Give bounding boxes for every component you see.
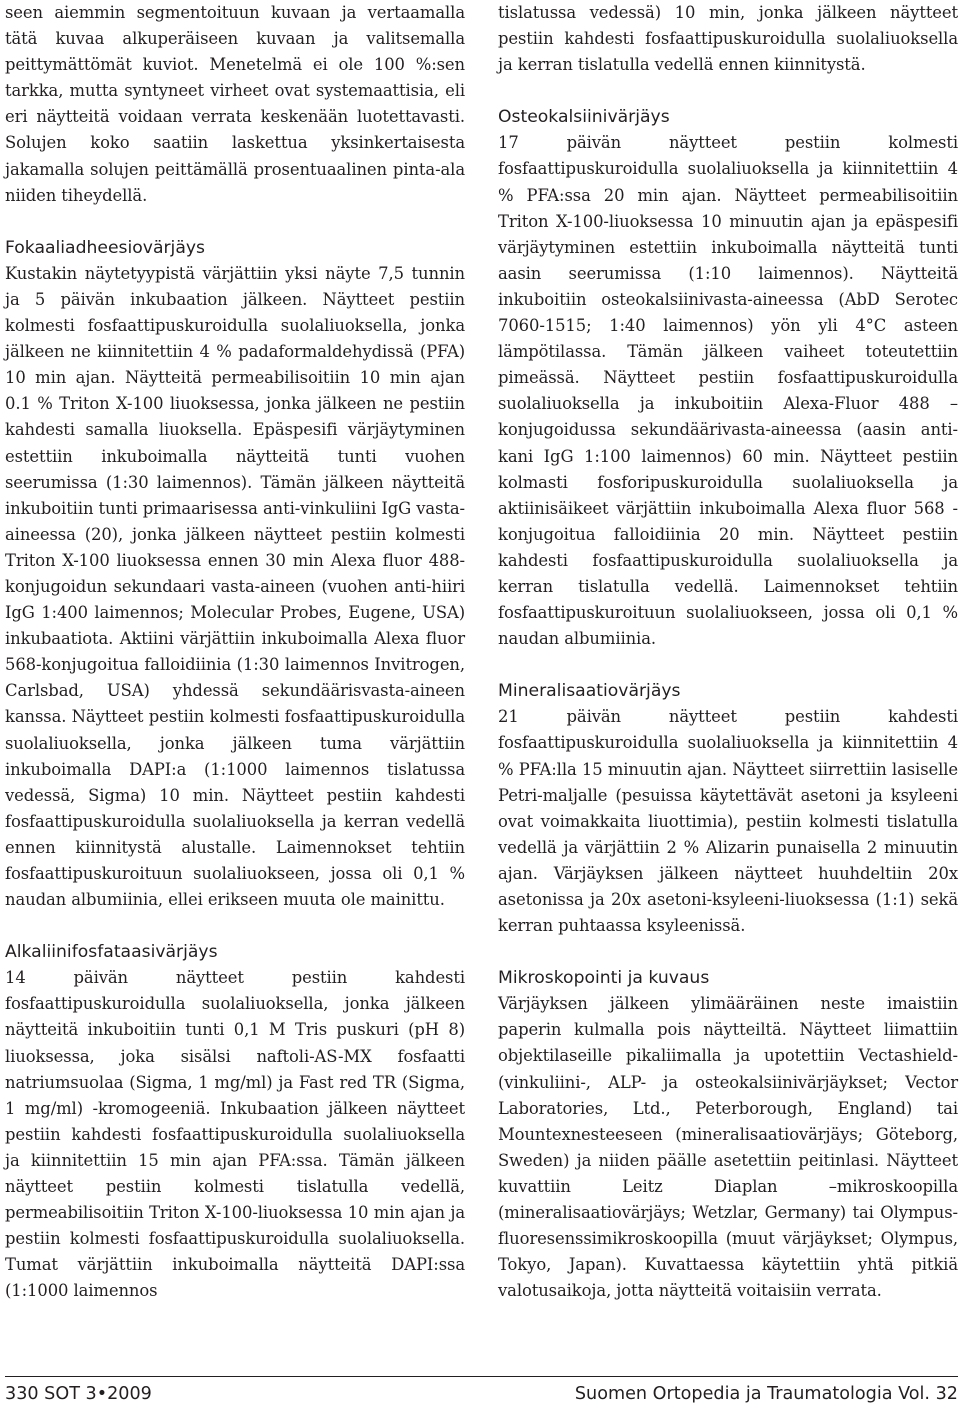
focal-adhesion-staining-text: Kustakin näytetyypistä värjättiin yksi näyte 7,5 tunnin ja 5 päivän inkubaation jälkeen. Näytteet pestiin kolmesti fosfaattipuskuroidulla suolaliuoksella, jonka jälkeen ne kiinnitettiin 4 % padaformaldehydissä (PFA) 10 min ajan. Näytteitä permeabilisoitiin 10 min ajan 0.1 % Triton X-100 liuoksessa, jonka jälkeen ne pestiin kahdesti samalla liuoksella. Epäspesifi värjäytyminen estettiin inkuboimalla näytteitä tunti vuohen seerumissa (1:30 laimennos). Tämän jälkeen näytteitä inkuboitiin tunti primaarisessa anti-vinkuliini IgG vasta-aineessa (20), jonka jälkeen näytteet pestiin kolmesti Triton X-100 liuoksessa ennen 30 min Alexa fluor 488-konjugoidun sekundaari vasta-aineen (vuohen anti-hiiri IgG 1:400 laimennos; Molecular Probes, Eugene, USA) inkubaatiota. Aktiini värjättiin inkuboimalla Alexa fluor 568-konjugoitua falloidiinia (1:30 laimennos Invitrogen, Carlsbad, USA) yhdessä sekundäärisvasta-aineen kanssa. Näytteet pestiin kolmesti fosfaattipuskuroidulla suolaliuoksella, jonka jälkeen tuma värjättiin inkuboimalla DAPI:a (1:1000 laimennos tislatussa vedessä, Sigma) 10 min. Näytteet pestiin kahdesti fosfaattipuskuroidulla suolaliuoksella ja kerran vedellä ennen kiinnitystä alustalle. Laimennokset tehtiin fosfaattipuskuroituun suolaliuokseen, jossa oli 0,1 % naudan albumiinia, ellei erikseen muuta ole mainittu. — [5, 263, 465, 910]
alkaline-phosphatase-staining-text: 14 päivän näytteet pestiin kahdesti fosfaattipuskuroidulla suolaliuoksella, jonka jälkeen näytteitä inkuboitiin tunti 0,1 M Tris puskuri (pH 8) liuoksessa, joka sisälsi naftoli-AS-MX fosfaatti natriumsuolaa (Sigma, 1 mg/ml) ja Fast red TR (Sigma, 1 mg/ml) -kromogeeniä. Inkubaation jälkeen näytteet pestiin kahdesti fosfaattipuskuroidulla suolaliuoksella ja kiinnitettiin 15 min ajan PFA:ssa. Tämän jälkeen näytteet pestiin kolmesti tislatulla vedellä, permeabilisoitiin Triton X-100-liuoksessa 10 min ajan ja pestiin kolmesti fosfaattipuskuroidulla suolaliuoksella. Tumat värjättiin inkuboimalla näytteitä DAPI:ssa (1:1000 laimennos — [5, 968, 465, 1301]
heading-alkaline-phosphatase-staining: Alkaliinifosfataasivärjäys — [5, 942, 218, 963]
footer-page-info: 330 SOT 3•2009 — [5, 1384, 152, 1404]
heading-mineralization-staining: Mineralisaatiovärjäys — [498, 681, 681, 702]
heading-osteocalcin-staining: Osteokalsiinivärjäys — [498, 107, 670, 128]
left-column — [5, 0, 465, 1305]
continued-paragraph: tislatussa vedessä) 10 min, jonka jälkeen näytteet pestiin kahdesti fosfaattipuskuroidulla suolaliuoksella ja kerran tislatulla vedellä ennen kiinnitystä. — [498, 3, 958, 75]
footer-journal-name: Suomen Ortopedia ja Traumatologia Vol. 32 — [574, 1384, 958, 1404]
footer-divider — [5, 1376, 958, 1377]
right-column — [498, 0, 958, 1304]
heading-microscopy-imaging: Mikroskopointi ja kuvaus — [498, 968, 710, 989]
microscopy-imaging-text: Värjäyksen jälkeen ylimääräinen neste imaistiin paperin kulmalla pois näytteiltä. Näytteet liimattiin objektilaseille pikaliimalla ja upotettiin Vectashield- (vinkuliini-, ALP- ja osteokalsiinivärjäykset; Vector Laboratories, Ltd., Peterborough, England) tai Mountexnesteeseen (mineralisaatiovärjäys; Göteborg, Sweden) ja niiden päälle asetettiin peitinlasi. Näytteet kuvattiin Leitz Diaplan –mikroskoopilla (mineralisaatiovärjäys; Wetzlar, Germany) tai Olympus-fluoresenssimikroskoopilla (muut värjäykset; Olympus, Tokyo, Japan). Kuvattaessa käytettiin yhtä pitkiä valotusaikoja, jotta näytteitä voitaisiin verrata. — [498, 994, 958, 1301]
mineralization-staining-text: 21 päivän näytteet pestiin kahdesti fosfaattipuskuroidulla suolaliuoksella ja kiinnitettiin 4 % PFA:lla 15 minuutin ajan. Näytteet siirrettiin lasiselle Petri-maljalle (pesuissa käytettävät asetoni ja ksyleeni ovat voimakkaita liuottimia), pestiin kolmesti tislatulla vedellä ja värjättiin 2 % Alizarin punaisella 2 minuutin ajan. Värjäyksen jälkeen näytteet huuhdeltiin 20x asetonissa ja 20x asetoni-ksyleeni-liuoksessa (1:1) sekä kerran puhtaassa ksyleenissä. — [498, 707, 958, 936]
intro-paragraph: seen aiemmin segmentoituun kuvaan ja vertaamalla tätä kuvaa alkuperäiseen kuvaan ja valitsemalla peittymättömät kuviot. Menetelmä ei ole 100 %:sen tarkka, mutta syntyneet virheet ovat systemaattisia, eli eri näytteitä voidaan verrata keskenään luotettavasti. Solujen koko saatiin laskettua yksinkertaisesta jakamalla solujen peittämällä prosentuaalinen pinta-ala niiden tiheydellä. — [5, 3, 465, 205]
osteocalcin-staining-text: 17 päivän näytteet pestiin kolmesti fosfaattipuskuroidulla suolaliuoksella ja kiinnitettiin 4 % PFA:ssa 20 min ajan. Näytteet permeabilisoitiin Triton X-100-liuoksessa 10 minuutin ajan ja epäspesifi värjäytyminen estettiin inkuboimalla näytteitä tunti aasin seerumissa (1:10 laimennos). Näytteitä inkuboitiin osteokalsiinivasta-aineessa (AbD Serotec 7060-1515; 1:40 laimennos) yön yli 4°C asteen lämpötilassa. Tämän jälkeen vaiheet toteutettiin pimeässä. Näytteet pestiin fosfaattipuskuroidulla suolaliuoksella ja inkuboitiin Alexa-Fluor 488 –konjugoidussa sekundäärivasta-aineessa (aasin anti-kani IgG 1:100 laimennos) 60 min. Näytteet pestiin kolmasti fosforipuskuroidulla suolaliuoksella ja aktiinisäikeet värjättiin inkuboimalla Alexa fluor 568 -konjugoitua falloidiinia 20 min. Näytteet pestiin kahdesti fosfaattipuskuroidulla suolaliuoksella ja kerran tislatulla vedellä. Laimennokset tehtiin fosfaattipuskuroituun suolaliuokseen, jossa oli 0,1 % naudan albumiinia. — [498, 133, 958, 649]
heading-focal-adhesion-staining: Fokaaliadheesiovärjäys — [5, 237, 205, 258]
